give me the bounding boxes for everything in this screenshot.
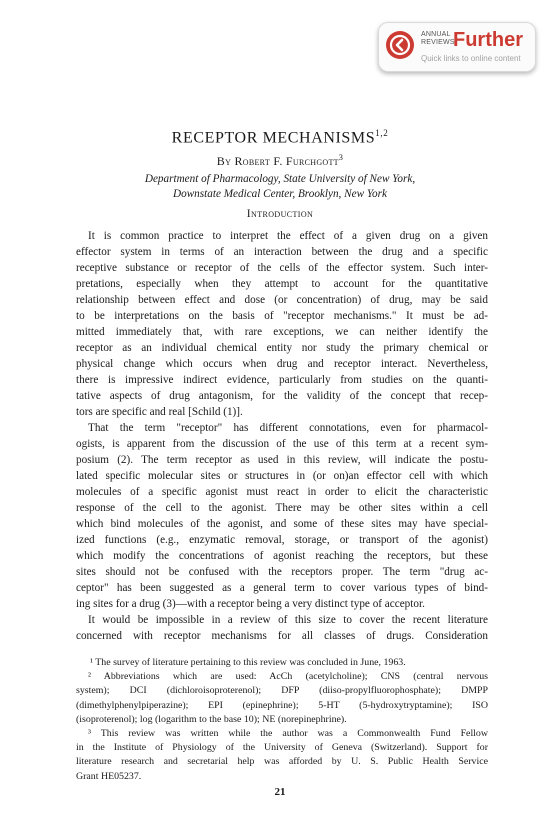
body-line: mitted immediately that, with rare exceptions, we can neither identify the — [76, 326, 488, 338]
body-line: receptor as an individual chemical entity nor study the primary chemical or — [76, 342, 488, 354]
body-line: sites should not be confused with the receptors proper. The term "drug ac- — [76, 566, 488, 578]
author-byline-text: By Robert F. Furchgott — [216, 154, 339, 168]
page-number: 21 — [274, 786, 286, 798]
body-line: That the term "receptor" has different connotations, even for pharmacol- — [88, 422, 488, 434]
affiliation-line: Department of Pharmacology, State University of New York, — [144, 173, 416, 185]
footnote-line: ² Abbreviations which are used: AcCh (acetylcholine); CNS (central nervous — [88, 671, 488, 683]
body-line: It is common practice to interpret the effect of a given drug on a given — [88, 230, 488, 242]
body-line: there is impressive indirect evidence, particularly from studies on the quanti- — [76, 374, 488, 386]
footnote-line: Grant HE05237. — [76, 770, 142, 782]
body-line: effector system in terms of an interaction between the drug and a specific — [76, 246, 488, 258]
body-text — [76, 228, 488, 644]
body-line: relationship between effect and dose (or concentration) of drug, may be said — [76, 294, 488, 306]
footnote-line: ¹ The survey of literature pertaining to this review was concluded in June, 1963. — [90, 657, 406, 668]
body-line: concerned with receptor mechanisms for all classes of drugs. Consideration — [76, 630, 488, 642]
body-line: receptive substance or receptor of the cells of the effector system. Such inter- — [76, 262, 488, 274]
footnote-line: in the Institute of Physiology of the University of Geneva (Switzerland). Support for — [76, 742, 488, 754]
byline-footnote-mark: 3 — [338, 153, 344, 162]
footnotes — [76, 656, 488, 784]
badge-brand: Further — [453, 29, 523, 51]
footnote-line: system); DCI (dichloroisoproterenol); DFP (diiso-propylfluorophosphate); DMPP — [76, 685, 488, 697]
body-line: to be interpretations on the basis of "receptor mechanisms." It must be ad- — [76, 310, 488, 322]
body-line: tors are specific and real [Schild (1)]. — [76, 406, 243, 418]
further-link-badge[interactable] — [378, 22, 536, 72]
body-line: lated specific molecular sites or structures in (or on)an effector cell with which — [76, 470, 488, 482]
affiliation-line: Downstate Medical Center, Brooklyn, New York — [173, 188, 387, 200]
footnote-line: (isoproterenol); log (logarithm to the base 10); NE (norepinephrine). — [76, 713, 347, 725]
section-heading: Introduction — [246, 208, 314, 220]
article-title-text: RECEPTOR MECHANISMS — [171, 129, 376, 147]
further-logo-icon — [385, 30, 415, 60]
badge-tagline: Quick links to online content — [421, 54, 521, 63]
badge-line-annual: ANNUAL — [421, 31, 451, 38]
author-affiliation — [0, 172, 560, 202]
body-line: ceptor" has been suggested as a general term to cover various types of bind- — [76, 582, 488, 594]
body-line: ogists, is apparent from the discussion of the use of this term at a recent sym- — [76, 438, 488, 450]
body-line: posium (2). The term receptor as used in this review, will indicate the postu- — [76, 454, 488, 466]
body-line: which modify the concentrations of agonist reaching the receptors, but these — [76, 550, 488, 562]
footnote-line: ³ This review was written while the author was a Commonwealth Fund Fellow — [88, 727, 488, 739]
title-footnote-marks: 1,2 — [375, 128, 389, 138]
body-line: ing sites for a drug (3)—with a receptor being a very distinct type of acceptor. — [76, 598, 425, 610]
body-line: molecules of a specific agonist must react in order to elicit the characteristic — [76, 486, 488, 498]
badge-line-reviews: REVIEWS — [421, 39, 455, 46]
body-line: tative aspects of drug antagonism, for the validity of the concept that recep- — [76, 390, 488, 402]
body-line: physical change which occurs when drug and receptor interact. Nevertheless, — [76, 358, 488, 370]
footnote-line: (dimethylphenylpiperazine); EPI (epinephrine); 5-HT (5-hydroxytryptamine); ISO — [76, 699, 488, 711]
article-title — [0, 128, 560, 147]
body-line: ized functions (e.g., enzymatic removal, storage, or transport of the agonist) — [76, 534, 488, 546]
footnote-line: literature research and secretarial help was afforded by U. S. Public Health Service — [76, 756, 488, 768]
body-line: It would be impossible in a review of this size to cover the recent literature — [88, 614, 488, 626]
body-line: response of the cell to the agonist. There may be other sites within a cell — [76, 502, 488, 514]
body-line: pretations, especially when they attempt to account for the quantitative — [76, 278, 488, 290]
author-byline — [0, 153, 560, 169]
badge-publisher — [421, 31, 455, 47]
body-line: which bind molecules of the agonist, and some of these sites may have special- — [76, 518, 488, 530]
